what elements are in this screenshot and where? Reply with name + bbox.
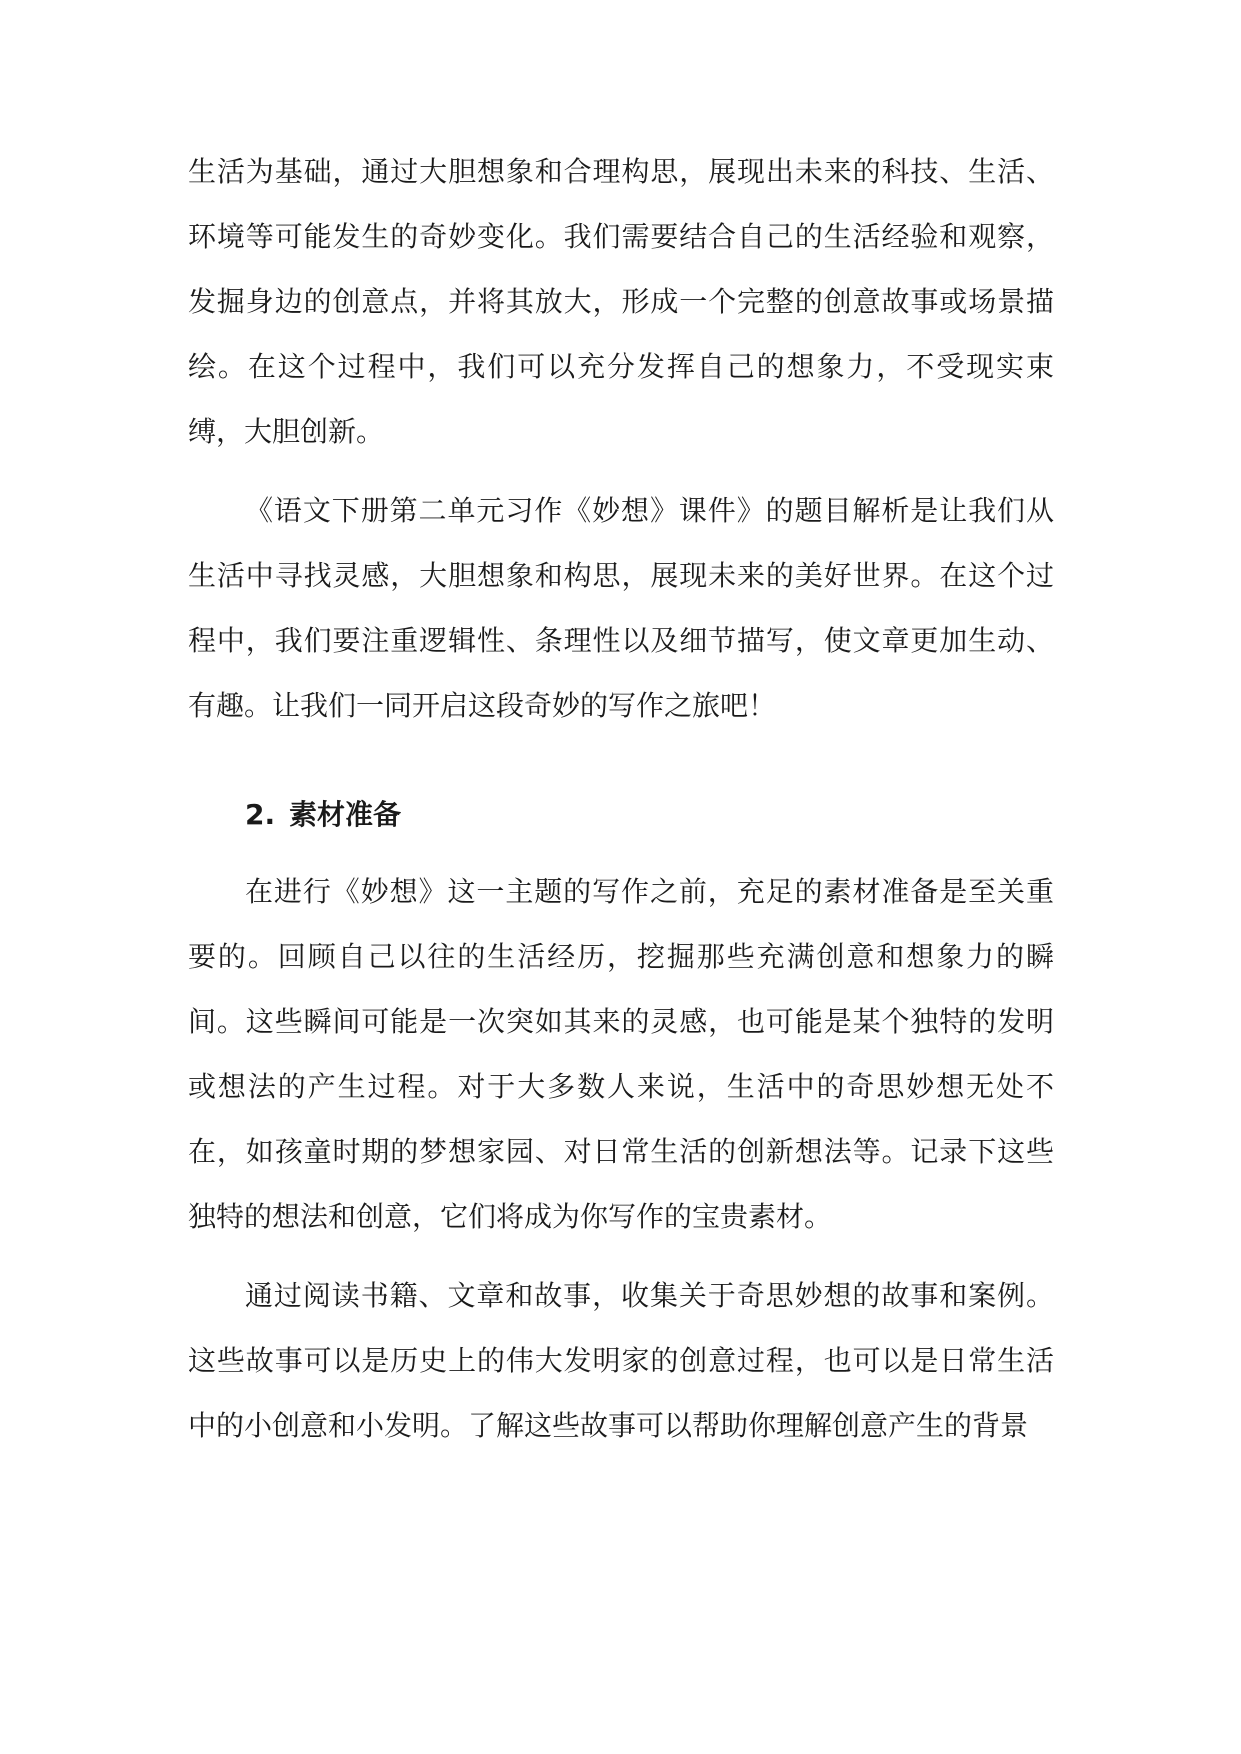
section-heading (188, 782, 1054, 847)
paragraph-reading-collection: 通过阅读书籍、文章和故事，收集关于奇思妙想的故事和案例。这些故事可以是历史上的伟大发明家的创意过程，也可以是日常生活中的小创意和小发明。了解这些故事可以帮助你理解创意产生的背景 (188, 1279, 1054, 1442)
paragraph-continuation: 生活为基础，通过大胆想象和合理构思，展现出未来的科技、生活、环境等可能发生的奇妙变化。我们需要结合自己的生活经验和观察，发掘身边的创意点，并将其放大，形成一个完整的创意故事或场景描绘。在这个过程中，我们可以充分发挥自己的想象力，不受现实束缚，大胆创新。 (188, 155, 1054, 448)
section-number: 2. (245, 798, 276, 831)
paragraph-material-prep: 在进行《妙想》这一主题的写作之前，充足的素材准备是至关重要的。回顾自己以往的生活经历，挖掘那些充满创意和想象力的瞬间。这些瞬间可能是一次突如其来的灵感，也可能是某个独特的发明或想法的产生过程。对于大多数人来说，生活中的奇思妙想无处不在，如孩童时期的梦想家园、对日常生活的创新想法等。记录下这些独特的想法和创意，它们将成为你写作的宝贵素材。 (188, 875, 1054, 1233)
document-body (188, 139, 1054, 1472)
section-title: 素材准备 (289, 798, 402, 831)
paragraph-topic-analysis: 《语文下册第二单元习作《妙想》课件》的题目解析是让我们从生活中寻找灵感，大胆想象和构思，展现未来的美好世界。在这个过程中，我们要注重逻辑性、条理性以及细节描写，使文章更加生动、有趣。让我们一同开启这段奇妙的写作之旅吧！ (188, 494, 1054, 722)
